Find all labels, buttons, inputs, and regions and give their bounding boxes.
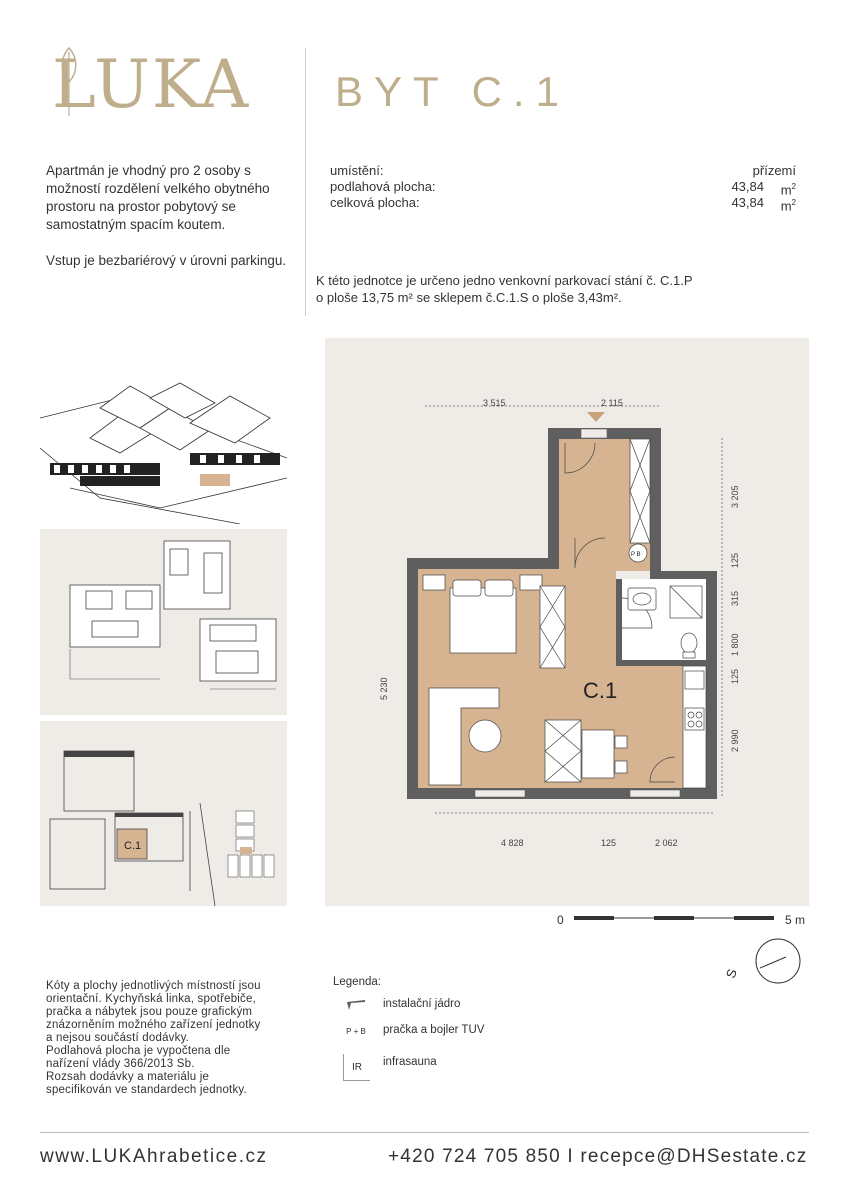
info-value: přízemí	[752, 163, 796, 178]
scale-end-label: 5 m	[785, 913, 806, 927]
dim-right: 125	[730, 668, 740, 684]
scale-start-label: 0	[557, 913, 564, 927]
compass-icon	[748, 935, 808, 995]
dim-top-right: 2 115	[601, 398, 623, 408]
website-link[interactable]: www.LUKAhrabetice.cz	[40, 1146, 268, 1167]
info-value: 43,84	[731, 195, 764, 210]
kitchen-counter	[683, 666, 706, 788]
legend-label: instalační jádro	[383, 998, 461, 1010]
legend-title: Legenda:	[333, 976, 381, 988]
header-divider	[305, 48, 306, 316]
legend-label: pračka a bojler TUV	[383, 1024, 485, 1036]
installation-core-icon	[343, 996, 369, 1014]
note-line: Rozsah dodávky a materiálu je	[46, 1071, 210, 1083]
parking-line: K této jednotce je určeno jedno venkovní parkovací stání č. C.1.P	[316, 273, 693, 288]
description-paragraph: Apartmán je vhodný pro 2 osoby s možností rozdělení velkého obytného prostoru na prostor pobytový se samostatným spacím koutem.	[46, 163, 270, 232]
dim-bottom-left: 4 828	[501, 838, 524, 848]
legend-label: infrasauna	[383, 1056, 437, 1068]
entrance-marker-icon	[587, 412, 605, 422]
legend-item	[333, 1054, 593, 1080]
dim-right: 125	[730, 552, 740, 568]
dim-left: 5 230	[379, 677, 389, 700]
floor-plan-panel	[325, 338, 809, 906]
note-line: a nejsou součástí dodávky.	[46, 1032, 190, 1044]
parking-info	[316, 272, 786, 306]
note-line: specifikován ve standardech jednotky.	[46, 1084, 247, 1096]
hall-wardrobe	[630, 439, 650, 543]
legend	[333, 976, 593, 1080]
floor-plan	[325, 338, 809, 906]
plan-unit-label: C.1	[583, 678, 618, 703]
note-line: orientační. Kychyňská linka, spotřebiče,	[46, 993, 256, 1005]
dim-bottom-right: 2 062	[655, 838, 678, 848]
info-unit: $m^2$	[780, 198, 796, 214]
info-unit: $m^2$	[780, 182, 796, 198]
dim-right: 2 990	[730, 729, 740, 752]
unit-title: BYT C.1	[335, 68, 570, 115]
site-plan-unit-label: C.1	[124, 840, 142, 852]
site-plan	[40, 721, 287, 906]
note-line: znázorněním možného zařízení jednotky	[46, 1019, 261, 1031]
legend-item	[333, 996, 593, 1022]
info-row-floor-area	[330, 179, 800, 198]
infrasauna-icon: IR	[343, 1054, 370, 1081]
info-row-location	[330, 163, 800, 179]
coffee-table	[469, 720, 501, 752]
scale-bar	[574, 914, 779, 924]
dim-bottom-mid: 125	[601, 838, 617, 848]
info-label: celková plocha:	[330, 195, 420, 210]
note-line: Kóty a plochy jednotlivých místností jsou	[46, 980, 261, 992]
info-label: podlahová plocha:	[330, 179, 436, 194]
note-line: Podlahová plocha je vypočtena dle	[46, 1045, 231, 1057]
washer-boiler-icon: P + B	[346, 1026, 366, 1036]
description-paragraph: Vstup je bezbariérový v úrovni parkingu.	[46, 253, 287, 268]
dim-right: 3 205	[730, 485, 740, 508]
roof-plan-image	[40, 529, 287, 715]
dim-right: 315	[730, 590, 740, 606]
info-label: umístění:	[330, 163, 384, 178]
compass-label: S	[722, 966, 740, 981]
footer-divider	[40, 1132, 809, 1133]
note-line: nařízení vlády 366/2013 Sb.	[46, 1058, 195, 1070]
axonometric-view	[40, 338, 287, 524]
brand-logo: LUKA	[52, 46, 251, 123]
apartment-description	[46, 162, 296, 288]
dim-right: 1 800	[730, 633, 740, 656]
legend-item	[333, 1022, 593, 1048]
info-row-total-area	[330, 195, 800, 214]
contact-info[interactable]: +420 724 705 850 I recepce@DHSestate.cz	[388, 1146, 808, 1167]
roof-plan	[40, 529, 287, 715]
parking-line: o ploše 13,75 m² se sklepem č.C.1.S o ploše 3,43m².	[316, 290, 622, 305]
dim-top-left: 3 515	[483, 398, 506, 408]
info-value: 43,84	[731, 179, 764, 194]
pb-label: P B	[631, 552, 641, 558]
note-line: pračka a nábytek jsou pouze grafickým	[46, 1006, 253, 1018]
disclaimer-notes	[46, 980, 296, 1097]
building-axonometric-image	[40, 338, 287, 524]
unit-info	[330, 163, 800, 214]
bedroom-wardrobe	[540, 586, 565, 668]
site-plan-image	[40, 721, 287, 906]
